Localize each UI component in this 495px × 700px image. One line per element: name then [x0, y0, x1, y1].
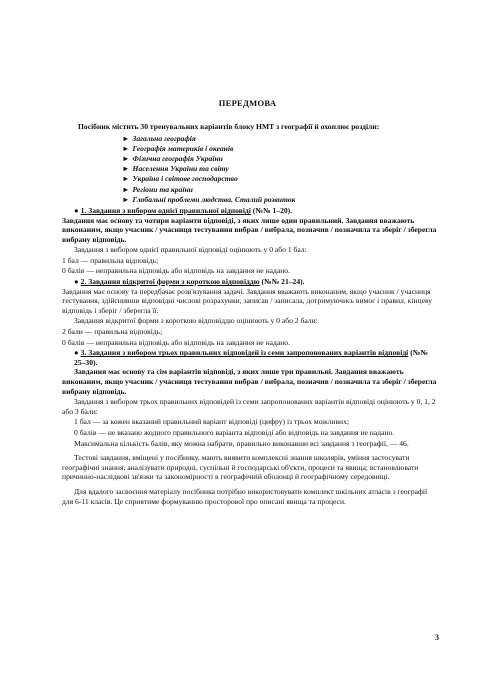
topic-item: ► Регіони та країни	[122, 184, 193, 194]
page-content	[62, 122, 440, 507]
section-2-score-0: 0 балів — неправильна відповідь або відповідь на завдання не надано.	[62, 337, 290, 347]
section-3-heading: ● 3. Завдання з вибором трьох правильних відповідей із семи запропонованих варіантів відповіді (№№ 25–30).	[74, 348, 428, 367]
section-1-heading: ● 1. Завдання з вибором однієї правильної відповіді (№№ 1–20).	[74, 205, 293, 215]
section-3-score-1: 1 бал — за кожен вказаний правильний варіант відповіді (цифру) із трьох можливих;	[74, 417, 349, 427]
arrow-bullet-icon: ►	[122, 174, 130, 184]
section-1-score-0: 0 балів — неправильна відповідь або відповідь на завдання не надано.	[62, 266, 290, 276]
intro-paragraph: Посібник містить 30 тренувальних варіантів блоку НМТ з географії й охоплює розділи:	[78, 122, 380, 131]
arrow-bullet-icon: ►	[122, 133, 130, 143]
section-2-scoring-intro: Завдання відкритої форми з короткою відповіддю оцінюють у 0 або 2 бали:	[74, 316, 318, 326]
topic-item: ► Загальна географія	[122, 133, 196, 143]
topic-item: ► Глобальні проблеми людства. Сталий розвиток	[122, 194, 296, 204]
arrow-bullet-icon: ►	[122, 164, 130, 174]
arrow-bullet-icon: ►	[122, 184, 130, 194]
section-2-heading: ● 2. Завдання відкритої форми з короткою відповіддю (№№ 21–24).	[74, 277, 305, 287]
topics-list	[62, 134, 440, 205]
topic-item: ► Населення України та світу	[122, 164, 229, 174]
topic-item: ► Україна і світове господарство	[122, 174, 238, 184]
section-1-scoring-intro: Завдання з вибором однієї правильної відповіді оцінюють у 0 або 1 бал:	[74, 245, 307, 255]
arrow-bullet-icon: ►	[122, 143, 130, 153]
bullet-dot-icon: ●	[74, 348, 79, 358]
page-title: ПЕРЕДМОВА	[218, 98, 277, 108]
section-3-max-score: Максимальна кількість балів, яку можна набрати, правильно виконавши всі завдання з географії, — 46.	[74, 438, 409, 448]
section-3-scoring-intro: Завдання з вибором трьох правильних відповідей із семи запропонованих варіантів відповіді оцінюють у 0, 1, 2 або 3 бали:	[62, 397, 436, 416]
topic-item: ► Географія материків і океанів	[122, 143, 234, 153]
section-2-score-2: 2 бали — правильна відповідь;	[62, 327, 163, 337]
section-3-score-0: 0 балів — не вказано жодного правильного варіанта відповіді або відповідь на завдання не надано.	[74, 427, 395, 437]
page-number: 3	[435, 633, 439, 642]
section-1-score-1: 1 бал — правильна відповідь;	[62, 255, 159, 265]
section-1-description: Завдання має основу та чотири варіанти відповіді, з яких лише один правильний. Завдання вважають виконаним, якщо учасник / учасниця тестування вибрав / вибрала, позначив / позначила та зберіг / зберегла вибрану відповідь.	[62, 215, 437, 244]
bullet-dot-icon: ●	[74, 277, 79, 287]
section-2-description: Завдання має основу та передбачає розв'язування задачі. Завдання вважають виконаним, якщо учасник / учасниця тестування, здійснивши відповідні числові розрахунки, записав / записала, дотримуючись вимог і правил, кінцеву відповідь і зберіг / зберегла її.	[62, 286, 433, 315]
section-3-description: Завдання має основу та сім варіантів відповіді, з яких лише три правильні. Завдання вважають виконаним, якщо учасник / учасниця тестування вибрав / вибрала, позначив / позначила та зберіг / зберегла вибрану відповідь.	[62, 367, 437, 396]
arrow-bullet-icon: ►	[122, 153, 130, 163]
bullet-dot-icon: ●	[74, 205, 79, 215]
closing-paragraph-1: Тестові завдання, вміщені у посібнику, мають виявити комплексні знання школярів, уміння застосувати географічні знання, аналізувати природні, суспільні й господарські об'єкти, процеси та явища; встановлювати причинно-наслідкові зв'язки та закономірності в географічній оболонці й географічному середовищі.	[62, 453, 419, 482]
topic-item: ► Фізична географія України	[122, 153, 223, 163]
closing-paragraph-2: Для вдалого засвоєння матеріалу посібника потрібно використовувати комплект шкільних атласів з географії для 6-11 класів. Це сприятиме формуванню просторової про описані явища та процеси.	[62, 486, 428, 506]
arrow-bullet-icon: ►	[122, 194, 130, 204]
